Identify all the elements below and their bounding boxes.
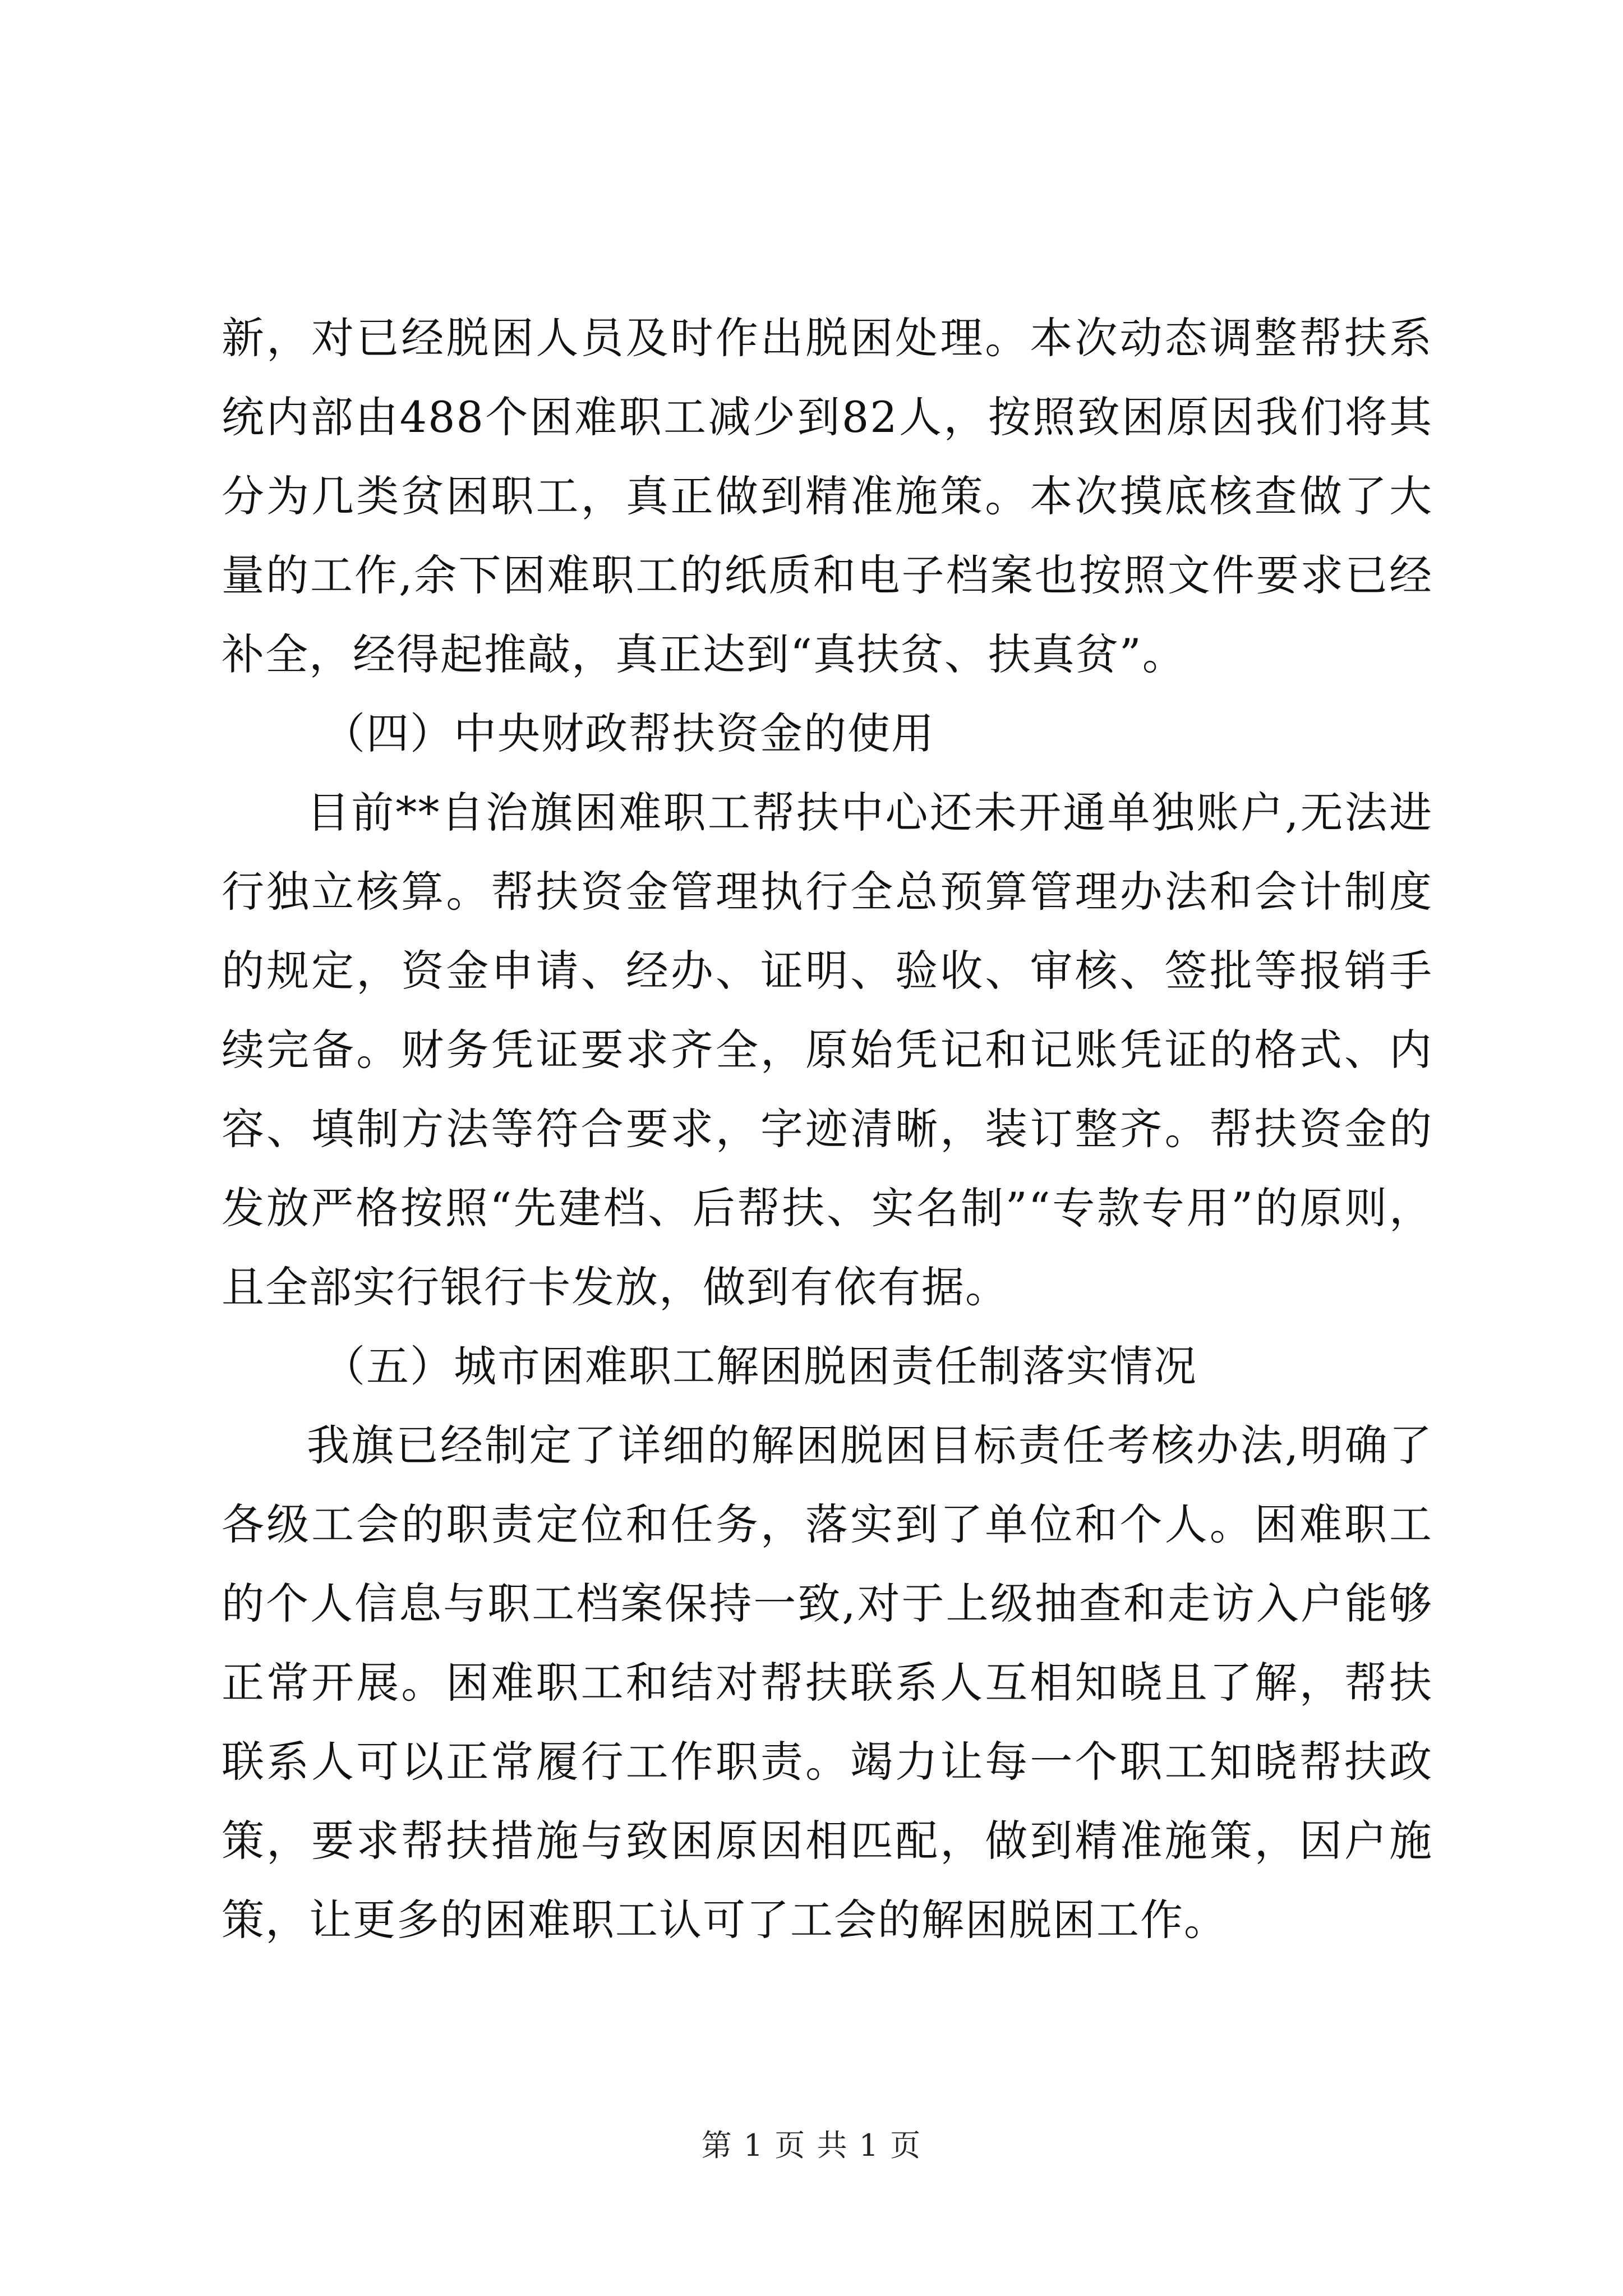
document-body: [222, 298, 1433, 1959]
paragraph-continued: 新，对已经脱困人员及时作出脱困处理。本次动态调整帮扶系统内部由488个困难职工减少到82人，按照致困原因我们将其分为几类贫困职工，真正做到精准施策。本次摸底核查做了大量的工作,余下困难职工的纸质和电子档案也按照文件要求已经补全，经得起推敲，真正达到“真扶贫、扶真贫”。: [222, 313, 1433, 679]
paragraph-responsibility: 我旗已经制定了详细的解困脱困目标责任考核办法,明确了各级工会的职责定位和任务，落实到了单位和个人。困难职工的个人信息与职工档案保持一致,对于上级抽查和走访入户能够正常开展。困难职工和结对帮扶联系人互相知晓且了解，帮扶联系人可以正常履行工作职责。竭力让每一个职工知晓帮扶政策，要求帮扶措施与致困原因相匹配，做到精准施策，因户施策，让更多的困难职工认可了工会的解困脱困工作。: [222, 1420, 1433, 1945]
section-heading-4: （四）中央财政帮扶资金的使用: [322, 708, 935, 758]
page-footer: 第 1 页 共 1 页: [701, 2128, 922, 2163]
section-heading-5: （五）城市困难职工解困脱困责任制落实情况: [322, 1341, 1197, 1391]
paragraph-funds-usage: 目前**自治旗困难职工帮扶中心还未开通单独账户,无法进行独立核算。帮扶资金管理执行全总预算管理办法和会计制度的规定，资金申请、经办、证明、验收、审核、签批等报销手续完备。财务凭证要求齐全，原始凭记和记账凭证的格式、内容、填制方法等符合要求，字迹清晰，装订整齐。帮扶资金的发放严格按照“先建档、后帮扶、实名制”“专款专用”的原则，且全部实行银行卡发放，做到有依有据。: [222, 788, 1433, 1312]
